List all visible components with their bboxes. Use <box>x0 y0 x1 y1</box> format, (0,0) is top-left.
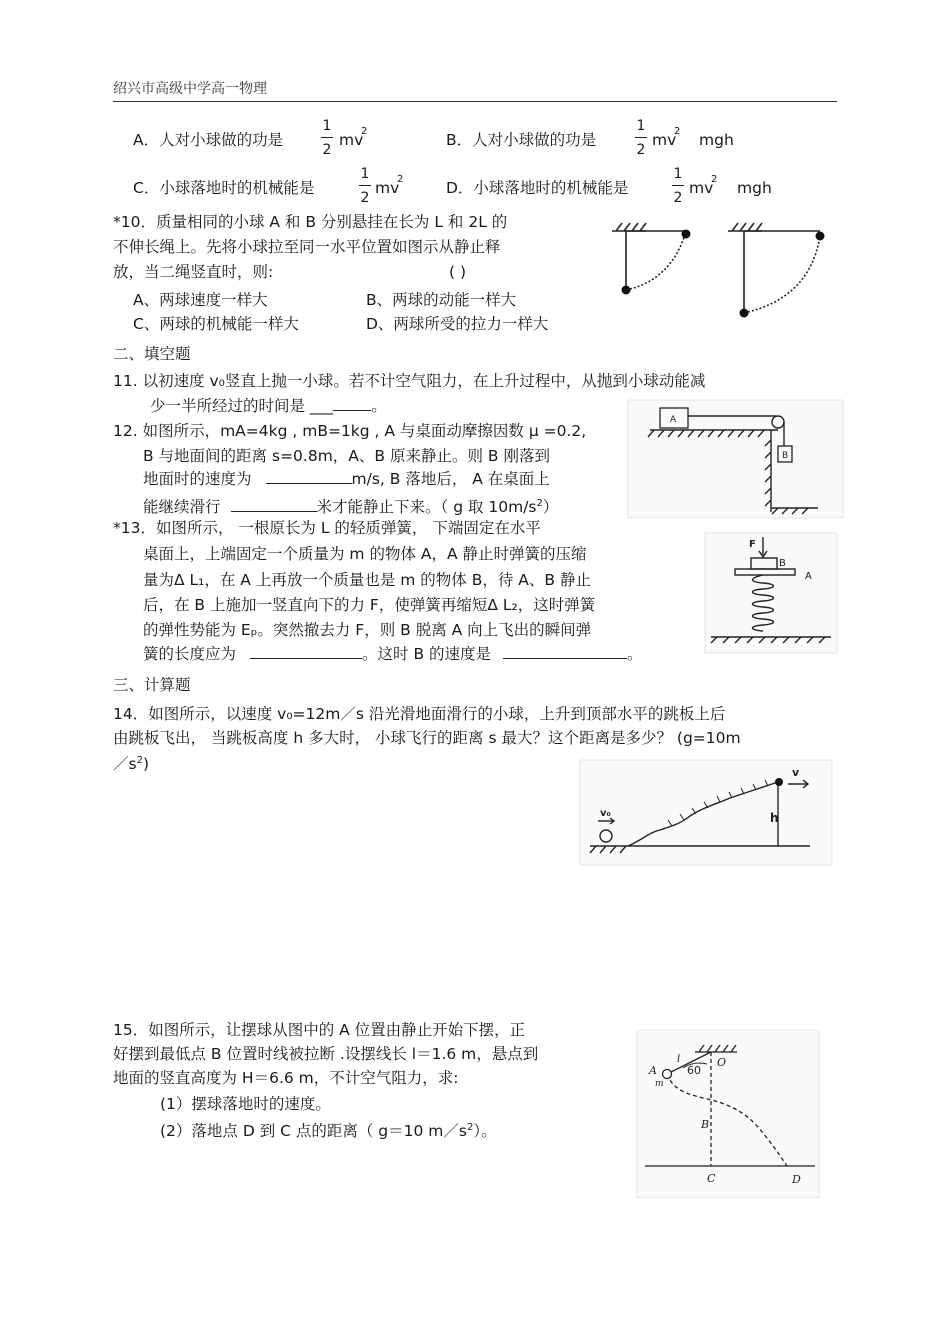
q14-line3: $/s^2$) <box>113 755 150 774</box>
mv-term: mv <box>689 179 714 197</box>
q9-option-b-label: B．人对小球做的功是 <box>446 131 597 149</box>
q13-line6: 簧的长度应为 。这时 B 的速度是 。 <box>143 645 643 663</box>
q15-pendulum-trajectory-figure <box>637 1030 819 1198</box>
q10-pendulum-figure <box>610 218 840 328</box>
frac-den: 2 <box>360 190 370 206</box>
q10-line3: 放，当二绳竖直时，则: <box>113 263 274 281</box>
q15-sub1: (1）摆球落地时的速度。 <box>160 1095 331 1113</box>
fig-label-a: A <box>670 415 677 425</box>
q11-line2: 少一半所经过的时间是 ___ 。 <box>150 397 387 415</box>
q12-line1: 12. 如图所示，mA=4kg , mB=1kg , A 与桌面动摩擦因数 μ =0.2, <box>113 422 587 440</box>
page-header: 绍兴市高级中学高一物理 <box>113 81 267 97</box>
frac-num: 1 <box>322 118 332 134</box>
answer-paren: ( ) <box>449 263 467 281</box>
fig-label-o: O <box>717 1056 727 1069</box>
q12-line4: 能继续滑行 米才能静止下来。（ g 取 $10m/s^2$） <box>143 498 559 517</box>
exponent: 2 <box>674 126 681 137</box>
fig-label-h: h <box>770 811 779 825</box>
frac-num: 1 <box>673 166 683 182</box>
q13-line1: *13．如图所示， 一根原长为 L 的轻质弹簧， 下端固定在水平 <box>113 519 541 537</box>
fig-label-m: m <box>655 1079 664 1089</box>
q13-line3: 量为Δ L₁，在 A 上再放一个质量也是 m 的物体 B，待 A、B 静止 <box>143 571 591 589</box>
q14-line1: 14．如图所示，以速度 v₀=12m／s 沿光滑地面滑行的小球，上升到顶部水平的跳板上后 <box>113 705 726 723</box>
q15-line3: 地面的竖直高度为 H＝6.6 m，不计空气阻力，求: <box>113 1069 459 1087</box>
q15-sub2: (2）落地点 D 到 C 点的距离（ g＝10 $m/s^2$）。 <box>160 1122 497 1141</box>
mgh-term: mgh <box>737 179 772 197</box>
fig-label-b: B <box>782 451 789 461</box>
fig-label-c: C <box>707 1172 716 1185</box>
frac-num: 1 <box>360 166 370 182</box>
fig-label-b: B <box>779 558 786 569</box>
q14-ramp-figure <box>580 760 832 865</box>
mgh-term: mgh <box>699 131 734 149</box>
q9-option-c-label: C．小球落地时的机械能是 <box>133 179 315 197</box>
q12-table-pulley-figure <box>628 400 843 518</box>
frac-den: 2 <box>673 190 683 206</box>
q12-line3: 地面时的速度为 m/s, B 落地后， A 在桌面上 <box>143 470 550 488</box>
q10-line1: *10．质量相同的小球 A 和 B 分别悬挂在长为 L 和 2L 的 <box>113 213 508 231</box>
ball-a <box>622 286 631 295</box>
q10-option-a: A、两球速度一样大 <box>133 291 268 309</box>
mv-term: mv <box>375 179 400 197</box>
q14-line2: 由跳板飞出， 当跳板高度 h 多大时， 小球飞行的距离 s 最大？这个距离是多少？ (g=10m <box>113 729 741 747</box>
fig-label-a: A <box>649 1064 657 1077</box>
section-calculation: 三、计算题 <box>113 676 191 694</box>
q12-line2: B 与地面间的距离 s=0.8m，A、B 原来静止。则 B 刚落到 <box>143 447 550 465</box>
fig-label-f: F <box>749 539 756 550</box>
fig-label-v: v <box>792 766 800 779</box>
fig-label-d: D <box>792 1173 801 1186</box>
q10-option-c: C、两球的机械能一样大 <box>133 315 299 333</box>
q9-option-d-label: D．小球落地时的机械能是 <box>446 179 629 197</box>
q13-line4: 后，在 B 上施加一竖直向下的力 F，使弹簧再缩短Δ L₂，这时弹簧 <box>143 596 596 614</box>
q13-line2: 桌面上，上端固定一个质量为 m 的物体 A，A 静止时弹簧的压缩 <box>143 545 587 563</box>
q9-option-a-label: A．人对小球做的功是 <box>133 131 284 149</box>
q11-line1: 11. 以初速度 v₀竖直上抛一小球。若不计空气阻力，在上升过程中，从抛到小球动能减 <box>113 372 706 390</box>
exponent: 2 <box>397 174 404 185</box>
mv-term: mv <box>339 131 364 149</box>
q15-line1: 15．如图所示，让摆球从图中的 A 位置由静止开始下摆，正 <box>113 1021 526 1039</box>
fig-label-60: 60 <box>687 1064 701 1077</box>
fig-label-l: l <box>677 1054 681 1065</box>
mv-term: mv <box>652 131 677 149</box>
ball-b <box>740 309 749 318</box>
exponent: 2 <box>711 174 718 185</box>
header-rule <box>113 101 837 102</box>
fig-label-b: B <box>701 1118 710 1131</box>
fig-label-v0: v₀ <box>600 808 611 819</box>
frac-den: 2 <box>322 142 332 158</box>
q13-line5: 的弹性势能为 Eₚ。突然撤去力 F，则 B 脱离 A 向上飞出的瞬间弹 <box>143 621 592 639</box>
section-fill-in: 二、填空题 <box>113 345 191 363</box>
q15-line2: 好摆到最低点 B 位置时线被拉断 .设摆线长 l＝1.6 m，悬点到 <box>113 1045 539 1063</box>
q13-spring-figure <box>705 533 837 653</box>
frac-den: 2 <box>636 142 646 158</box>
q10-option-b: B、两球的动能一样大 <box>366 291 517 309</box>
fig-label-a: A <box>805 571 812 582</box>
exponent: 2 <box>361 126 368 137</box>
frac-num: 1 <box>636 118 646 134</box>
q10-line2: 不伸长绳上。先将小球拉至同一水平位置如图示从静止释 <box>113 238 501 256</box>
q10-option-d: D、两球所受的拉力一样大 <box>366 315 549 333</box>
